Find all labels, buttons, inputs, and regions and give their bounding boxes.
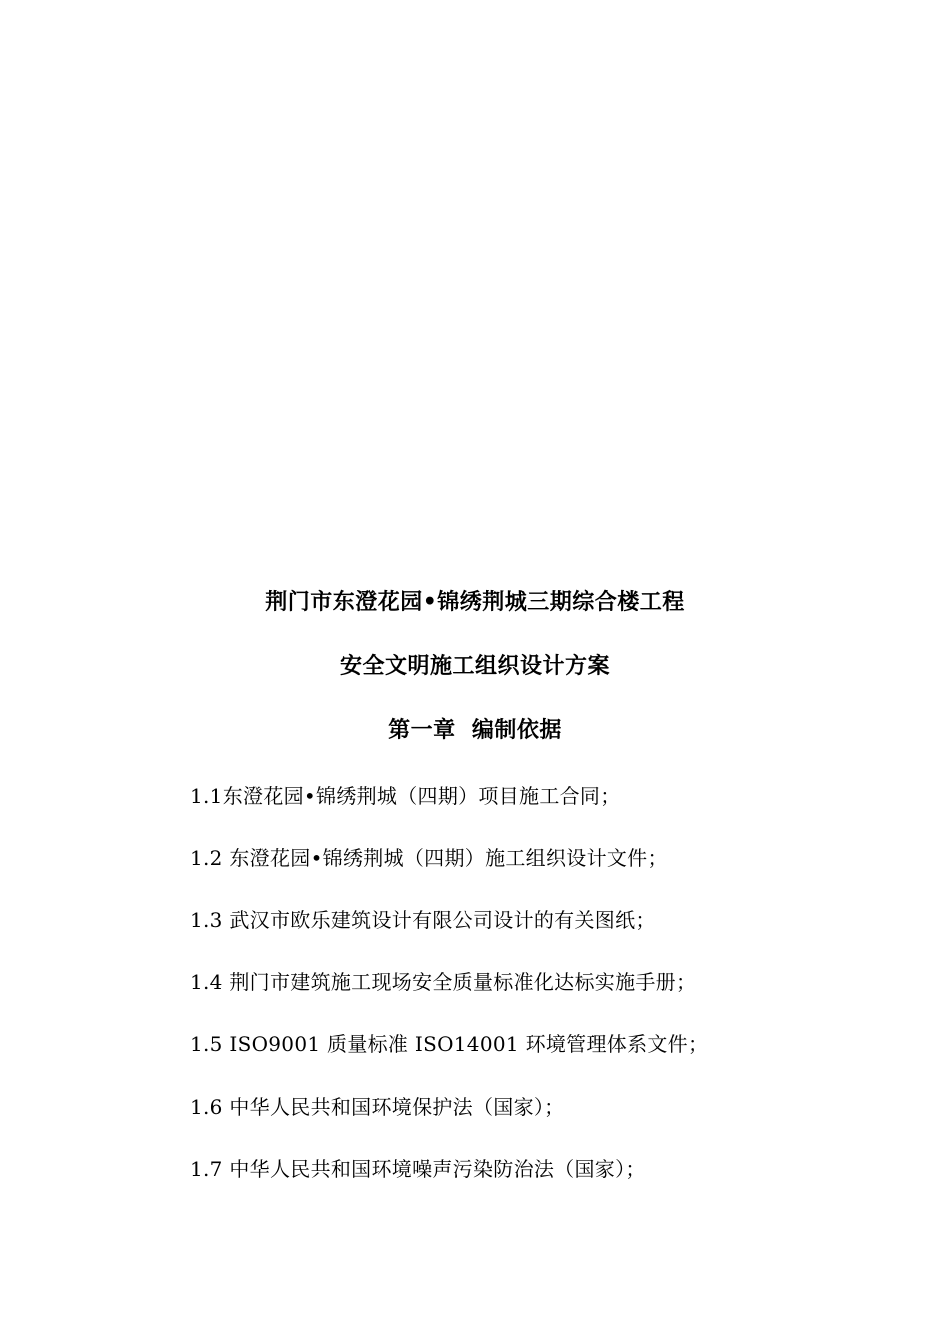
basis-item-text: 东澄花园•锦绣荆城（四期）施工组织设计文件； xyxy=(229,846,668,870)
basis-item xyxy=(190,1155,646,1183)
basis-item xyxy=(190,844,668,872)
basis-item xyxy=(190,968,696,996)
basis-item-text: 武汉市欧乐建筑设计有限公司设计的有关图纸； xyxy=(229,908,656,932)
basis-item-number: 1.4 xyxy=(190,970,230,994)
basis-item xyxy=(190,1093,564,1121)
basis-item-number: 1.3 xyxy=(190,908,230,932)
chapter-title: 第一章 编制依据 xyxy=(388,717,562,743)
project-title: 荆门市东澄花园•锦绣荆城三期综合楼工程 xyxy=(265,589,685,615)
basis-item-text: ISO9001 质量标准 ISO14001 环境管理体系文件； xyxy=(229,1032,709,1056)
basis-item-number: 1.5 xyxy=(190,1032,230,1056)
basis-item xyxy=(190,782,621,810)
basis-item-text: 荆门市建筑施工现场安全质量标准化达标实施手册； xyxy=(229,970,697,994)
basis-item-number: 1.2 xyxy=(190,846,230,870)
basis-item-number: 1.7 xyxy=(190,1157,230,1181)
basis-item-text: 中华人民共和国环境噪声污染防治法（国家）； xyxy=(229,1157,646,1181)
basis-item-number: 1.6 xyxy=(190,1095,230,1119)
basis-item-text: 东澄花园•锦绣荆城（四期）项目施工合同； xyxy=(222,784,621,808)
basis-item xyxy=(190,1030,708,1058)
basis-item-number: 1.1 xyxy=(190,784,223,808)
basis-item-text: 中华人民共和国环境保护法（国家）； xyxy=(229,1095,565,1119)
plan-title: 安全文明施工组织设计方案 xyxy=(339,653,610,679)
basis-item xyxy=(190,906,656,934)
